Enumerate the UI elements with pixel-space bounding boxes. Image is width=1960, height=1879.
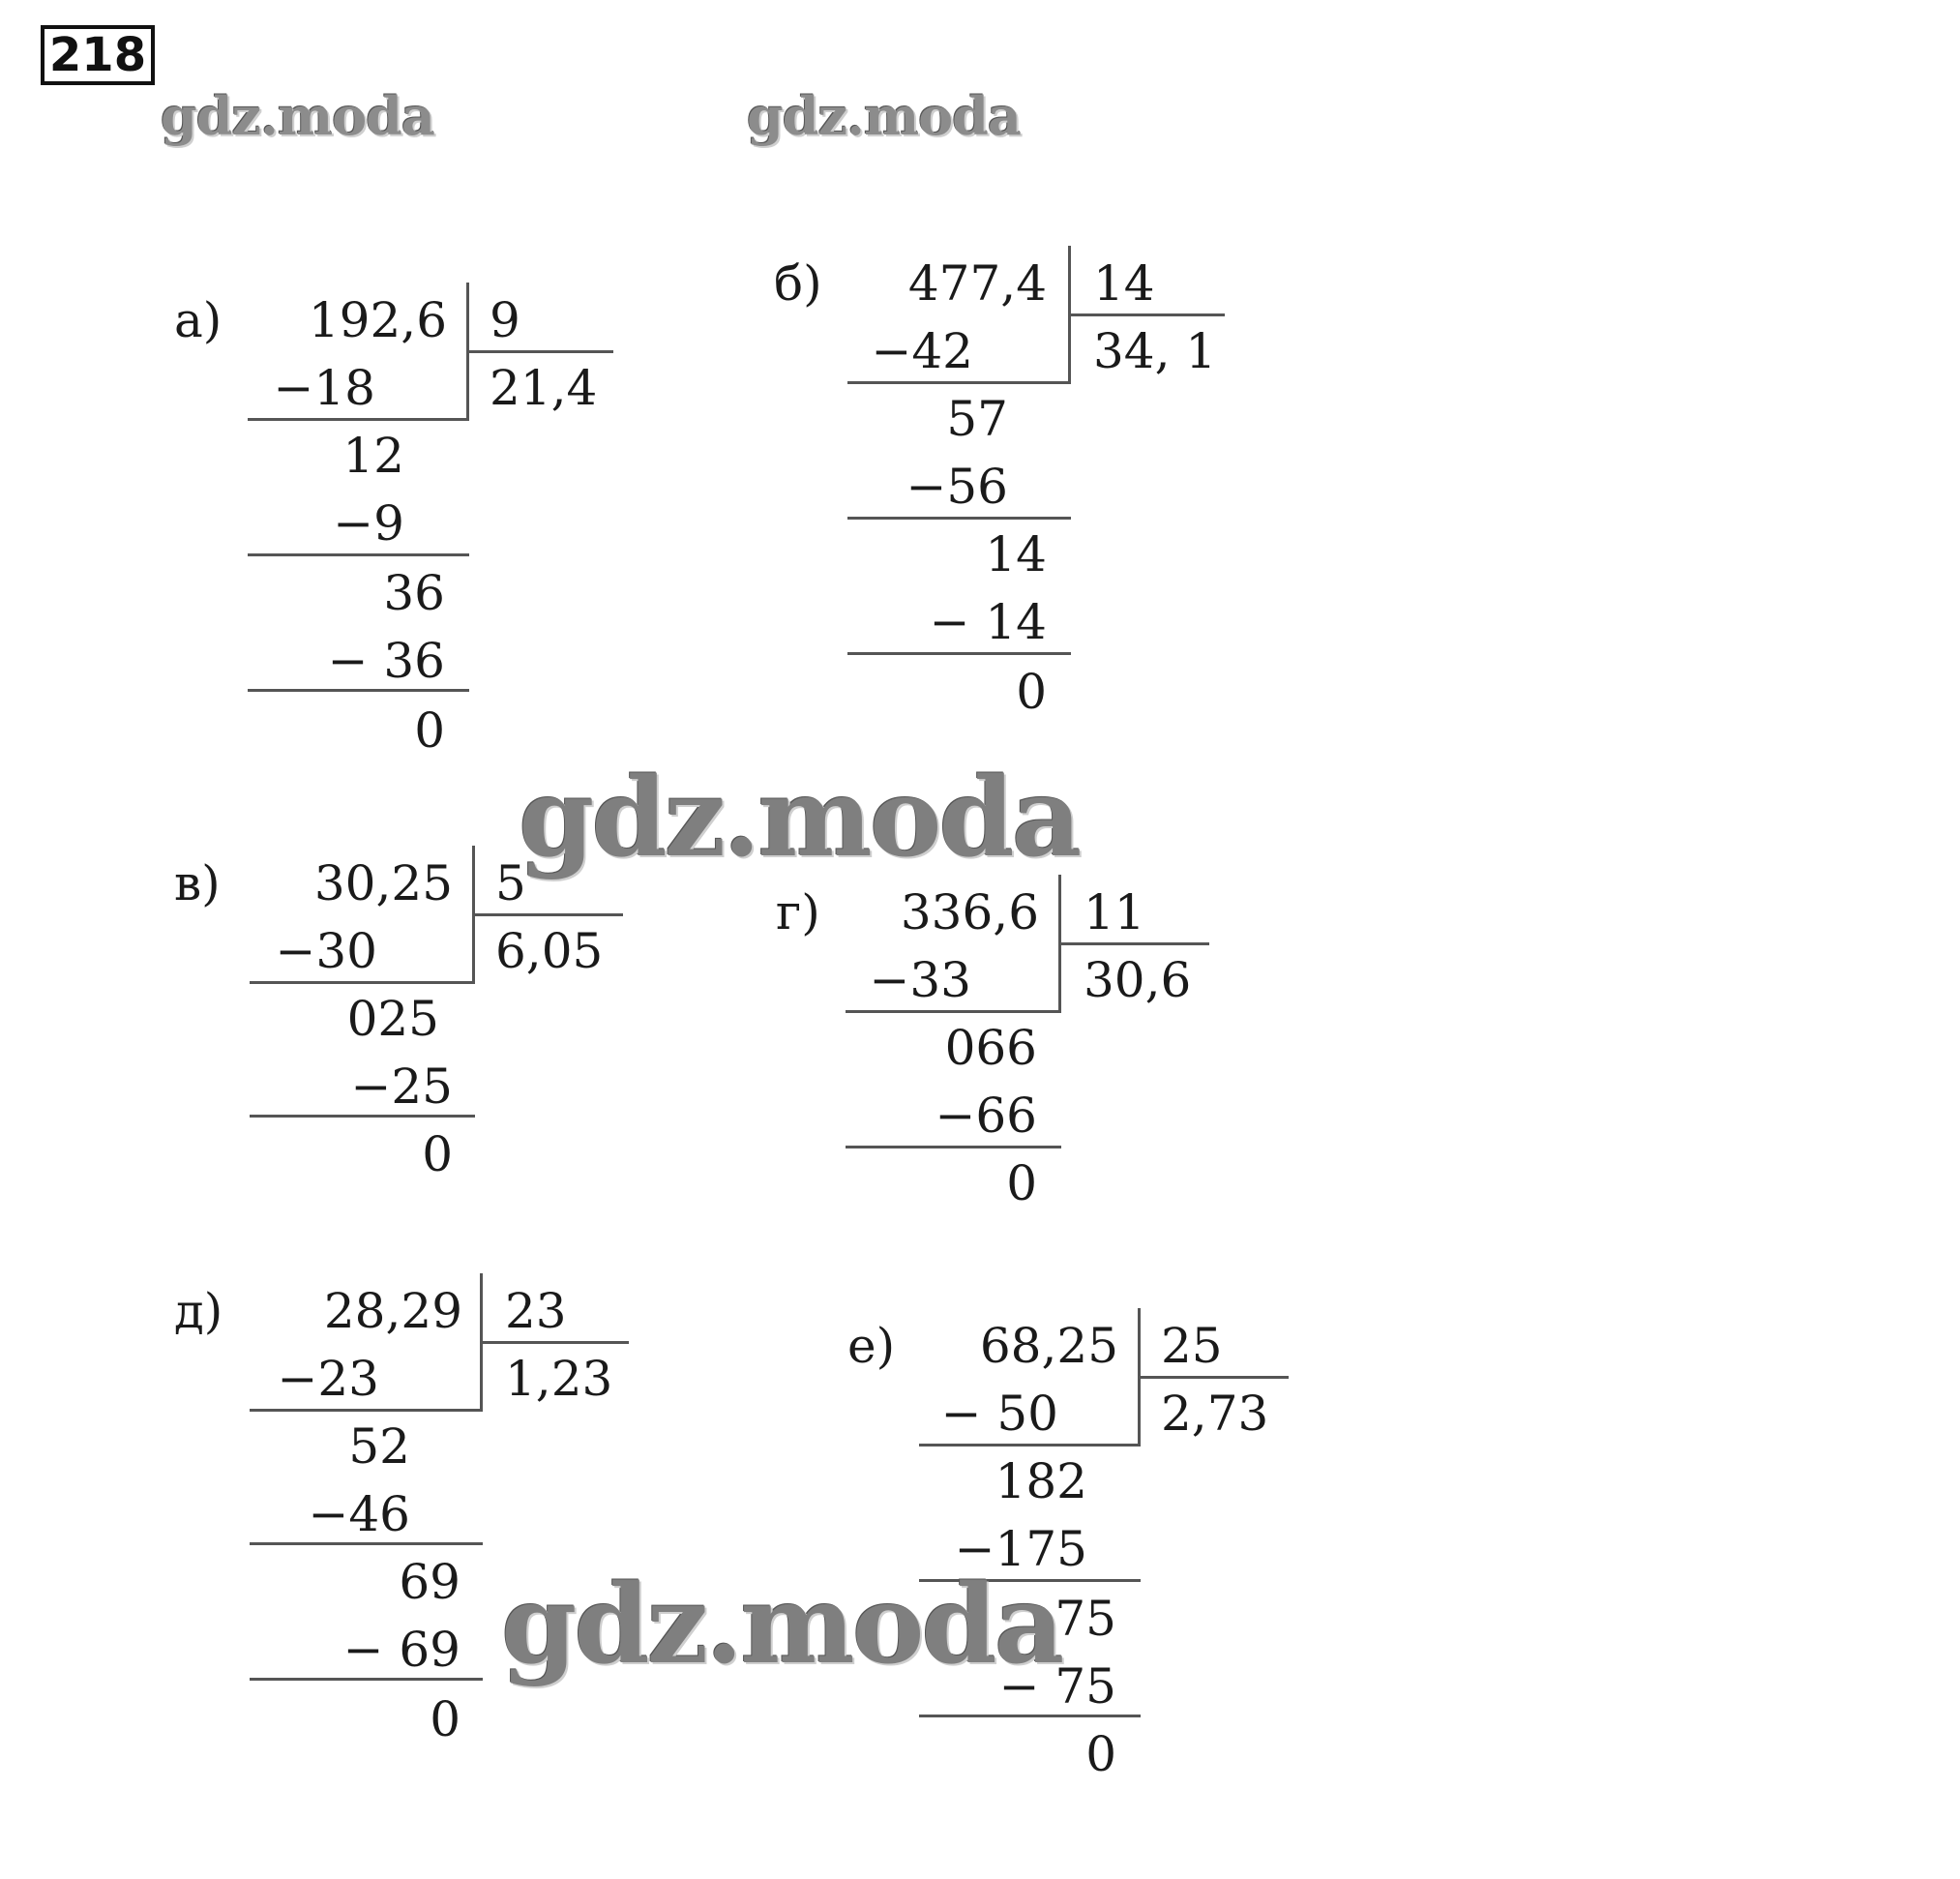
- problem-label: б): [774, 255, 822, 312]
- remainder-step: 75: [1054, 1591, 1116, 1647]
- final-remainder: 0: [1016, 664, 1047, 720]
- quotient: 6,05: [495, 923, 604, 979]
- remainder-step: 025: [346, 991, 439, 1047]
- quotient: 34, 1: [1093, 323, 1217, 379]
- quotient: 30,6: [1084, 952, 1192, 1008]
- remainder-step: 57: [946, 391, 1008, 447]
- watermark-logo: gdz.moda: [519, 755, 1080, 881]
- subtraction-line: [250, 1115, 475, 1118]
- quotient: 2,73: [1161, 1386, 1269, 1442]
- subtrahend: −46: [308, 1486, 410, 1542]
- subtrahend: −175: [954, 1521, 1087, 1577]
- final-remainder: 0: [430, 1691, 460, 1747]
- subtraction-line: [846, 1010, 1061, 1013]
- watermark-logo: gdz.moda: [501, 1562, 1062, 1688]
- subtraction-line: [919, 1715, 1141, 1717]
- subtrahend: −23: [277, 1351, 379, 1407]
- subtrahend: − 69: [342, 1622, 460, 1678]
- division-bracket-horizontal: [1068, 313, 1225, 316]
- subtraction-line: [248, 689, 469, 692]
- subtraction-line: [250, 981, 475, 984]
- remainder-step: 36: [383, 565, 445, 621]
- remainder-step: 182: [995, 1453, 1087, 1509]
- remainder-step: 12: [342, 428, 404, 484]
- subtraction-line: [847, 652, 1071, 655]
- remainder-step: 52: [348, 1418, 410, 1475]
- subtraction-line: [248, 553, 469, 556]
- divisor: 25: [1161, 1318, 1223, 1374]
- division-bracket-horizontal: [472, 913, 623, 916]
- subtrahend: −56: [906, 459, 1008, 515]
- division-bracket-horizontal: [1138, 1376, 1289, 1379]
- quotient: 1,23: [505, 1351, 613, 1407]
- problem-label: д): [174, 1283, 223, 1339]
- final-remainder: 0: [414, 702, 445, 759]
- remainder-step: 14: [985, 526, 1047, 582]
- subtrahend: − 14: [929, 594, 1047, 650]
- division-bracket-horizontal: [466, 350, 613, 353]
- final-remainder: 0: [422, 1126, 453, 1182]
- dividend: 28,29: [323, 1283, 462, 1339]
- subtraction-line: [919, 1444, 1141, 1447]
- problem-label: е): [847, 1318, 896, 1374]
- subtrahend: − 36: [327, 633, 445, 689]
- subtrahend: −66: [935, 1088, 1037, 1144]
- remainder-step: 066: [944, 1020, 1037, 1076]
- remainder-step: 69: [399, 1554, 460, 1610]
- divisor: 9: [490, 292, 520, 348]
- subtraction-line: [847, 381, 1071, 384]
- problem-label: г): [776, 884, 820, 940]
- dividend: 68,25: [979, 1318, 1118, 1374]
- subtrahend: −9: [333, 495, 404, 552]
- subtraction-line: [248, 418, 469, 421]
- quotient: 21,4: [490, 360, 598, 416]
- subtrahend: −25: [350, 1059, 453, 1115]
- problem-label: а): [174, 292, 223, 348]
- subtraction-line: [250, 1542, 483, 1545]
- task-number: 218: [41, 25, 155, 85]
- watermark-logo: gdz.moda: [161, 85, 434, 147]
- subtraction-line: [846, 1146, 1061, 1148]
- dividend: 192,6: [308, 292, 447, 348]
- subtraction-line: [250, 1678, 483, 1681]
- problem-label: в): [174, 855, 221, 911]
- subtraction-line: [250, 1409, 483, 1412]
- division-bracket-horizontal: [1058, 942, 1209, 945]
- dividend: 336,6: [900, 884, 1039, 940]
- subtraction-line: [847, 517, 1071, 520]
- subtrahend: −42: [871, 323, 973, 379]
- subtrahend: −33: [869, 952, 971, 1008]
- subtrahend: − 75: [998, 1658, 1116, 1715]
- final-remainder: 0: [1006, 1155, 1037, 1211]
- watermark-logo: gdz.moda: [747, 85, 1021, 147]
- dividend: 477,4: [907, 255, 1047, 312]
- dividend: 30,25: [313, 855, 453, 911]
- divisor: 23: [505, 1283, 567, 1339]
- divisor: 11: [1084, 884, 1145, 940]
- subtrahend: − 50: [940, 1386, 1058, 1442]
- divisor: 5: [495, 855, 526, 911]
- final-remainder: 0: [1085, 1726, 1116, 1782]
- divisor: 14: [1093, 255, 1155, 312]
- division-bracket-horizontal: [480, 1341, 629, 1344]
- subtrahend: −18: [273, 360, 375, 416]
- subtrahend: −30: [275, 923, 377, 979]
